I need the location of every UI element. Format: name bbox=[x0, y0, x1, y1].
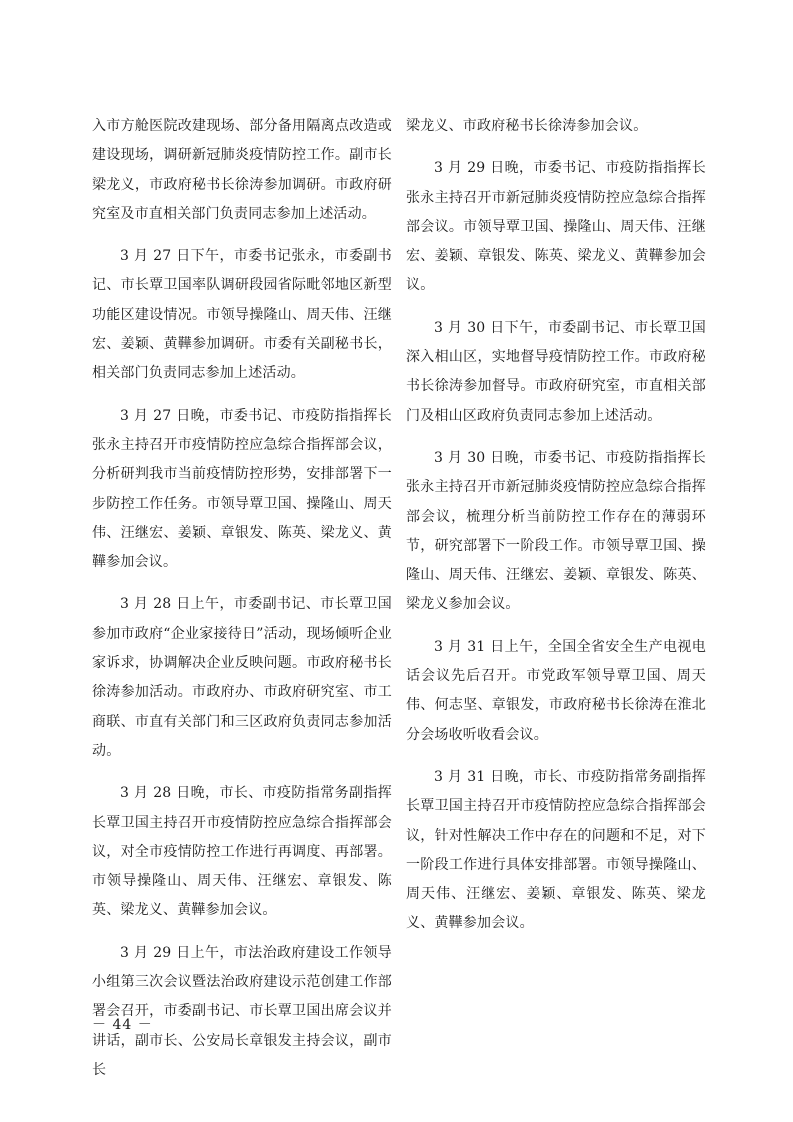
right-column bbox=[406, 112, 706, 952]
paragraph: 3 月 28 日晚，市长、市疫防指常务副指挥长覃卫国主持召开市疫情防控应急综合指挥部会议，对全市疫情防控工作进行再调度、再部署。市领导操隆山、周天伟、汪继宏、章银发、陈英、梁龙义、黄鞾参加会议。 bbox=[92, 785, 392, 919]
paragraph: 3 月 30 日下午，市委副书记、市长覃卫国深入相山区，实地督导疫情防控工作。市政府秘书长徐涛参加督导。市政府研究室，市直相关部门及相山区政府负责同志参加上述活动。 bbox=[406, 319, 706, 424]
paragraph: 3 月 29 日晚，市委书记、市疫防指指挥长张永主持召开市新冠肺炎疫情防控应急综合指挥部会议。市领导覃卫国、操隆山、周天伟、汪继宏、姜颖、章银发、陈英、梁龙义、黄鞾参加会议。 bbox=[406, 160, 706, 294]
paragraph: 3 月 27 日下午，市委书记张永，市委副书记、市长覃卫国率队调研段园省际毗邻地区新型功能区建设情况。市领导操隆山、周天伟、汪继宏、姜颖、黄鞾参加调研。市委有关副秘书长，相关部门负责同志参加上述活动。 bbox=[92, 248, 392, 382]
paragraph: 3 月 28 日上午，市委副书记、市长覃卫国参加市政府“企业家接待日”活动，现场倾听企业家诉求，协调解决企业反映问题。市政府秘书长徐涛参加活动。市政府办、市政府研究室、市工商联、市直有关部门和三区政府负责同志参加活动。 bbox=[92, 596, 392, 759]
paragraph: 3 月 29 日上午，市法治政府建设工作领导小组第三次会议暨法治政府建设示范创建工作部署会召开，市委副书记、市长覃卫国出席会议并讲话，副市长、公安局长章银发主持会议，副市长 bbox=[92, 944, 392, 1078]
paragraph: 梁龙义、市政府秘书长徐涛参加会议。 bbox=[406, 118, 648, 134]
left-column bbox=[92, 112, 392, 1098]
paragraph: 3 月 30 日晚，市委书记、市疫防指指挥长张永主持召开市新冠肺炎疫情防控应急综合指挥部会议，梳理分析当前防控工作存在的薄弱环节，研究部署下一阶段工作。市领导覃卫国、操隆山、周天伟、汪继宏、姜颖、章银发、陈英、梁龙义参加会议。 bbox=[406, 449, 706, 613]
paragraph: 3 月 27 日晚，市委书记、市疫防指指挥长张永主持召开市疫情防控应急综合指挥部会议，分析研判我市当前疫情防控形势，安排部署下一步防控工作任务。市领导覃卫国、操隆山、周天伟、汪继宏、姜颖、章银发、陈英、梁龙义、黄鞾参加会议。 bbox=[92, 407, 392, 571]
paragraph: 3 月 31 日晚，市长、市疫防指常务副指挥长覃卫国主持召开市疫情防控应急综合指挥部会议，针对性解决工作中存在的问题和不足，对下一阶段工作进行具体安排部署。市领导操隆山、周天伟、汪继宏、姜颖、章银发、陈英、梁龙义、黄鞾参加会议。 bbox=[406, 768, 706, 932]
paragraph: 入市方舱医院改建现场、部分备用隔离点改造或建设现场，调研新冠肺炎疫情防控工作。副市长梁龙义，市政府秘书长徐涛参加调研。市政府研究室及市直相关部门负责同志参加上述活动。 bbox=[92, 118, 392, 222]
paragraph: 3 月 31 日上午，全国全省安全生产电视电话会议先后召开。市党政军领导覃卫国、周天伟、何志坚、章银发，市政府秘书长徐涛在淮北分会场收听收看会议。 bbox=[406, 638, 706, 743]
page-number: － 44 － bbox=[92, 1017, 153, 1033]
